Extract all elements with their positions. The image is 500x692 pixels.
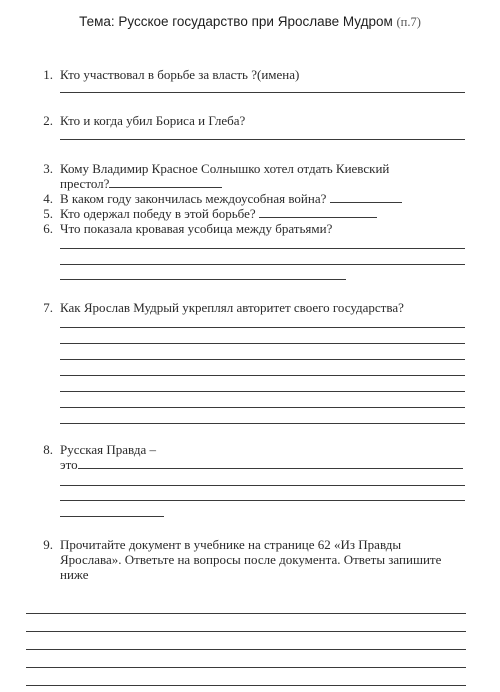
question-text: Как Ярослав Мудрый укреплял авторитет своего государства? bbox=[60, 300, 404, 315]
question-number: 5. bbox=[43, 206, 53, 221]
answer-line[interactable] bbox=[26, 631, 466, 632]
answer-line[interactable] bbox=[60, 327, 465, 328]
answer-line[interactable] bbox=[60, 485, 465, 486]
question-number: 2. bbox=[43, 113, 53, 128]
answer-line[interactable] bbox=[60, 500, 465, 501]
answer-line[interactable] bbox=[60, 391, 465, 392]
answer-line[interactable] bbox=[26, 613, 466, 614]
answer-line[interactable] bbox=[26, 649, 466, 650]
answer-line[interactable] bbox=[60, 264, 465, 265]
title-main: Тема: Русское государство при Ярославе Мудром bbox=[79, 14, 393, 29]
question-text-line-1: Кому Владимир Красное Солнышко хотел отдать Киевский bbox=[60, 161, 390, 176]
question-number: 7. bbox=[43, 300, 53, 315]
answer-line[interactable] bbox=[60, 516, 164, 517]
question-text-line-2: престол? bbox=[60, 176, 110, 191]
answer-blank[interactable] bbox=[109, 176, 222, 188]
title-paragraph-ref: (п.7) bbox=[396, 15, 421, 29]
worksheet-title bbox=[0, 14, 500, 30]
question-number: 6. bbox=[43, 221, 53, 236]
answer-line[interactable] bbox=[60, 279, 346, 280]
answer-line[interactable] bbox=[60, 248, 465, 249]
question-text: Кто участвовал в борьбе за власть ?(имена) bbox=[60, 67, 300, 82]
question-text: В каком году закончилась междоусобная война? bbox=[60, 191, 327, 206]
question-number: 1. bbox=[43, 67, 53, 82]
answer-blank[interactable] bbox=[259, 206, 377, 218]
answer-line[interactable] bbox=[26, 685, 466, 686]
question-number: 9. bbox=[43, 537, 53, 552]
question-number: 4. bbox=[43, 191, 53, 206]
question-text: Что показала кровавая усобица между братьями? bbox=[60, 221, 333, 236]
question-text-line-2: это bbox=[60, 457, 78, 472]
question-text-line-1: Прочитайте документ в учебнике на странице 62 «Из Правды bbox=[60, 537, 402, 552]
answer-line[interactable] bbox=[60, 375, 465, 376]
answer-line[interactable] bbox=[60, 92, 465, 93]
question-text-line-2: Ярослава». Ответьте на вопросы после документа. Ответы запишите bbox=[60, 552, 442, 567]
question-number: 8. bbox=[43, 442, 53, 457]
question-text-line-3: ниже bbox=[60, 567, 89, 582]
question-text: Кто и когда убил Бориса и Глеба? bbox=[60, 113, 246, 128]
answer-line[interactable] bbox=[26, 667, 466, 668]
answer-line[interactable] bbox=[60, 359, 465, 360]
answer-line[interactable] bbox=[60, 423, 465, 424]
answer-line[interactable] bbox=[60, 343, 465, 344]
answer-blank[interactable] bbox=[330, 191, 402, 203]
answer-line[interactable] bbox=[60, 407, 465, 408]
question-text: Кто одержал победу в этой борьбе? bbox=[60, 206, 256, 221]
question-text-line-1: Русская Правда – bbox=[60, 442, 156, 457]
answer-line[interactable] bbox=[60, 139, 465, 140]
answer-blank[interactable] bbox=[78, 457, 463, 469]
question-number: 3. bbox=[43, 161, 53, 176]
